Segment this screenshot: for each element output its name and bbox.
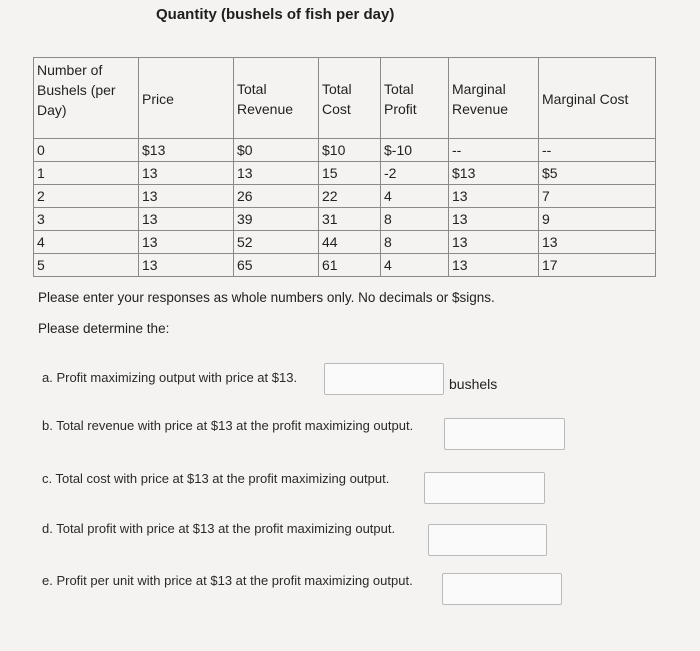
table-cell: 52 <box>234 231 319 254</box>
table-cell: 0 <box>34 139 139 162</box>
question-c-label: c. Total cost with price at $13 at the profit maximizing output. <box>42 471 390 486</box>
table-cell: 26 <box>234 185 319 208</box>
header-total-revenue: Total Revenue <box>234 58 319 139</box>
table-cell: 13 <box>539 231 656 254</box>
answer-b-input[interactable] <box>444 418 565 450</box>
table-row <box>34 185 656 208</box>
table-cell: 8 <box>381 208 449 231</box>
header-marginal-cost: Marginal Cost <box>539 58 656 139</box>
table-row <box>34 254 656 277</box>
cost-revenue-table <box>33 57 656 277</box>
table-cell: 8 <box>381 231 449 254</box>
question-d-label: d. Total profit with price at $13 at the profit maximizing output. <box>42 521 396 536</box>
table-header-row <box>34 58 656 139</box>
table-cell: $10 <box>319 139 381 162</box>
table-cell: 13 <box>449 185 539 208</box>
table-row <box>34 208 656 231</box>
question-e-label: e. Profit per unit with price at $13 at the profit maximizing output. <box>42 573 413 588</box>
table-cell: 9 <box>539 208 656 231</box>
table-cell: 13 <box>139 162 234 185</box>
table-cell: 4 <box>381 185 449 208</box>
header-price: Price <box>139 58 234 139</box>
header-total-profit: Total Profit <box>381 58 449 139</box>
table-cell: 1 <box>34 162 139 185</box>
question-a-label: a. Profit maximizing output with price at $13. <box>42 370 298 385</box>
answer-a-input[interactable] <box>324 363 444 395</box>
table-cell: 15 <box>319 162 381 185</box>
instructions-text: Please enter your responses as whole numbers only. No decimals or $signs. <box>38 290 495 305</box>
header-total-cost: Total Cost <box>319 58 381 139</box>
answer-d-input[interactable] <box>428 524 547 556</box>
table-cell: 5 <box>34 254 139 277</box>
table-cell: $-10 <box>381 139 449 162</box>
table-cell: 13 <box>449 208 539 231</box>
table-cell: -- <box>449 139 539 162</box>
answer-c-input[interactable] <box>424 472 545 504</box>
table-cell: 31 <box>319 208 381 231</box>
table-row <box>34 231 656 254</box>
table-cell: $5 <box>539 162 656 185</box>
table-cell: $13 <box>139 139 234 162</box>
table-cell: 13 <box>449 254 539 277</box>
table-row <box>34 162 656 185</box>
page-title: Quantity (bushels of fish per day) <box>156 6 395 23</box>
table-cell: -2 <box>381 162 449 185</box>
table-cell: 13 <box>139 185 234 208</box>
table-cell: 13 <box>139 231 234 254</box>
table-cell: 4 <box>381 254 449 277</box>
table-row <box>34 139 656 162</box>
answer-a-unit: bushels <box>449 376 498 392</box>
table-cell: 7 <box>539 185 656 208</box>
table-cell: 39 <box>234 208 319 231</box>
answer-e-input[interactable] <box>442 573 562 605</box>
table-cell: 44 <box>319 231 381 254</box>
table-cell: $0 <box>234 139 319 162</box>
table-cell: $13 <box>449 162 539 185</box>
table-cell: 65 <box>234 254 319 277</box>
question-b-label: b. Total revenue with price at $13 at the profit maximizing output. <box>42 418 414 433</box>
table-cell: -- <box>539 139 656 162</box>
table-cell: 17 <box>539 254 656 277</box>
table-cell: 61 <box>319 254 381 277</box>
header-marginal-revenue: Marginal Revenue <box>449 58 539 139</box>
prompt-text: Please determine the: <box>38 321 170 336</box>
table-cell: 13 <box>139 208 234 231</box>
table-cell: 2 <box>34 185 139 208</box>
table-cell: 13 <box>234 162 319 185</box>
table-cell: 22 <box>319 185 381 208</box>
table-cell: 13 <box>139 254 234 277</box>
table-cell: 4 <box>34 231 139 254</box>
table-cell: 13 <box>449 231 539 254</box>
table-cell: 3 <box>34 208 139 231</box>
header-bushels: Number of Bushels (per Day) <box>34 58 139 139</box>
